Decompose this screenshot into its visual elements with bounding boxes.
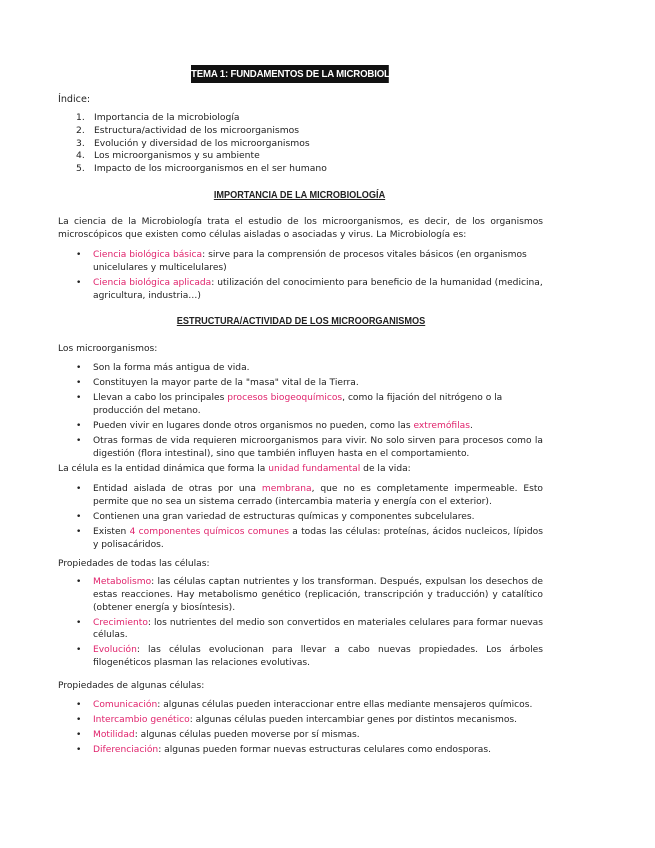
document-title: TEMA 1: FUNDAMENTOS DE LA MICROBIOLOGÍA: [191, 65, 389, 83]
section-heading-importancia: IMPORTANCIA DE LA MICROBIOLOGÍA: [213, 190, 386, 201]
list-item: • Son la forma más antigua de vida.: [76, 362, 543, 375]
index-list: [76, 112, 327, 176]
list-item: • Contienen una gran variedad de estructuras químicas y componentes subcelulares.: [76, 511, 543, 524]
microorganisms-bullets: [76, 362, 543, 463]
list-item: • Evolución: las células evolucionan para llevar a cabo nuevas propiedades. Los árboles filogenéticos plasman las relaciones evolutivas.: [76, 644, 543, 670]
index-item: 3. Evolución y diversidad de los microorganismos: [76, 137, 310, 149]
list-item: • Llevan a cabo los principales procesos biogeoquímicos, como la fijación del nitrógeno o la producción del metano.: [76, 392, 543, 418]
index-label: Índice:: [58, 94, 91, 105]
section1-bullets: [76, 249, 543, 305]
list-item: • Ciencia biológica básica: sirve para la comprensión de procesos vitales básicos (en organismos unicelulares y multicelulares): [76, 249, 543, 275]
index-item: 2. Estructura/actividad de los microorganismos: [76, 124, 300, 136]
all-props-label: Propiedades de todas las células:: [58, 559, 210, 569]
some-props-label: Propiedades de algunas células:: [58, 681, 205, 691]
list-item: • Existen 4 componentes químicos comunes a todas las células: proteínas, ácidos nucleicos, lípidos y polisacáridos.: [76, 526, 543, 552]
section2-intro: Los microorganismos:: [58, 344, 158, 354]
all-props-bullets: [76, 576, 543, 672]
cell-intro: La célula es la entidad dinámica que forma la unidad fundamental de la vida:: [58, 464, 411, 474]
list-item: • Otras formas de vida requieren microorganismos para vivir. No solo sirven para procesos como la digestión (flora intestinal), sino que también influyen hasta en el comportamiento.: [76, 435, 543, 461]
cell-bullets: [76, 483, 543, 554]
section1-intro: La ciencia de la Microbiología trata el estudio de los microorganismos, es decir, de los organismos microscópicos que existen como células aisladas o asociadas y virus. La Microbiología es:: [58, 217, 543, 240]
list-item: • Pueden vivir en lugares donde otros organismos no pueden, como las extremófilas.: [76, 420, 543, 433]
list-item: • Entidad aislada de otras por una membrana, que no es completamente impermeable. Esto permite que no sea un sistema cerrado (intercambia materia y energía con el exterior).: [76, 483, 543, 509]
list-item: • Constituyen la mayor parte de la "masa" vital de la Tierra.: [76, 377, 543, 390]
list-item: • Intercambio genético: algunas células pueden intercambiar genes por distintos mecanismos.: [76, 714, 543, 727]
index-item: 1. Importancia de la microbiología: [76, 112, 240, 123]
list-item: • Motilidad: algunas células pueden moverse por sí mismas.: [76, 729, 543, 742]
list-item: • Ciencia biológica aplicada: utilización del conocimiento para beneficio de la humanidad (medicina, agricultura, industria…): [76, 277, 543, 303]
section-heading-estructura: ESTRUCTURA/ACTIVIDAD DE LOS MICROORGANISMOS: [176, 316, 426, 327]
list-item: • Diferenciación: algunas pueden formar nuevas estructuras celulares como endosporas.: [76, 744, 543, 757]
some-props-bullets: [76, 699, 543, 759]
list-item: • Crecimiento: los nutrientes del medio son convertidos en materiales celulares para formar nuevas células.: [76, 617, 543, 643]
list-item: • Comunicación: algunas células pueden interaccionar entre ellas mediante mensajeros químicos.: [76, 699, 543, 712]
list-item: • Metabolismo: las células captan nutrientes y los transforman. Después, expulsan los desechos de estas reacciones. Hay metabolismo genético (replicación, transcripción y traducción) y catalítico (obtener energía y biosíntesis).: [76, 576, 543, 614]
index-item: 5. Impacto de los microorganismos en el ser humano: [76, 163, 327, 175]
index-item: 4. Los microorganismos y su ambiente: [76, 150, 260, 162]
